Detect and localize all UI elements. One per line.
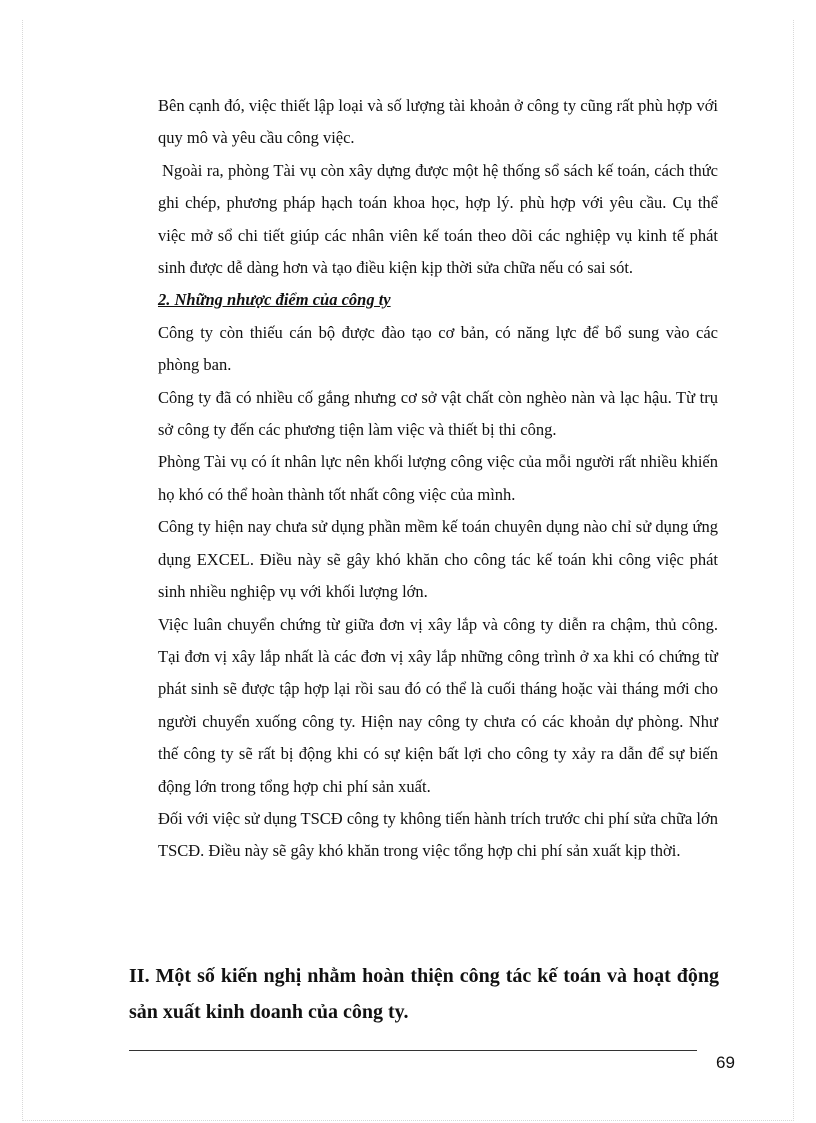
paragraph: Đối với việc sử dụng TSCĐ công ty không tiến hành trích trước chi phí sửa chữa lớn TSCĐ. Điều này sẽ gây khó khăn trong việc tổng hợp chi phí sản xuất kịp thời. [158,808,718,861]
footer-rule [129,1050,697,1051]
paragraph: Phòng Tài vụ có ít nhân lực nên khối lượng công việc của mỗi người rất nhiều khiến họ khó có thể hoàn thành tốt nhất công việc của mình. [158,452,718,504]
paragraph: Bên cạnh đó, việc thiết lập loại và số lượng tài khoản ở công ty cũng rất phù hợp với quy mô và yêu cầu công việc. [158,96,718,148]
body-text [158,90,718,868]
section-heading: II. Một số kiến nghị nhằm hoàn thiện công tác kế toán và hoạt động sản xuất kinh doanh của công ty. [129,965,719,1023]
paragraph: Công ty hiện nay chưa sử dụng phần mềm kế toán chuyên dụng nào chỉ sử dụng ứng dụng EXCEL. Điều này sẽ gây khó khăn cho công tác kế toán khi công việc phát sinh nhiều nghiệp vụ với khối lượng lớn. [158,517,718,602]
paragraph: Công ty còn thiếu cán bộ được đào tạo cơ bản, có năng lực để bổ sung vào các phòng ban. [158,322,718,375]
paragraph: Ngoài ra, phòng Tài vụ còn xây dựng được một hệ thống sổ sách kế toán, cách thức ghi chép, phương pháp hạch toán khoa học, hợp lý. phù hợp với yêu cầu. Cụ thể việc mở sổ chi tiết giúp các nhân viên kế toán theo dõi các nghiệp vụ kinh tế phát sinh được dễ dàng hơn và tạo điều kiện kịp thời sửa chữa nếu có sai sót. [158,160,718,278]
paragraph: Công ty đã có nhiều cố gắng nhưng cơ sở vật chất còn nghèo nàn và lạc hậu. Từ trụ sở công ty đến các phương tiện làm việc và thiết bị thi công. [158,387,718,440]
page-number: 69 [716,1053,735,1072]
paragraph: Việc luân chuyển chứng từ giữa đơn vị xây lắp và công ty diễn ra chậm, thủ công. Tại đơn vị xây lắp nhất là các đơn vị xây lắp những công trình ở xa khi có chứng từ phát sinh sẽ được tập hợp lại rồi sau đó có thể là cuối tháng hoặc vài tháng mới cho người chuyển xuống công ty. Hiện nay công ty chưa có các khoản dự phòng. Như thế công ty sẽ rất bị động khi có sự kiện bất lợi cho công ty xảy ra dẫn để sự biến động lớn trong tổng hợp chi phí sản xuất. [158,614,718,796]
subheading-weaknesses: 2. Những nhược điểm của công ty [158,290,391,310]
